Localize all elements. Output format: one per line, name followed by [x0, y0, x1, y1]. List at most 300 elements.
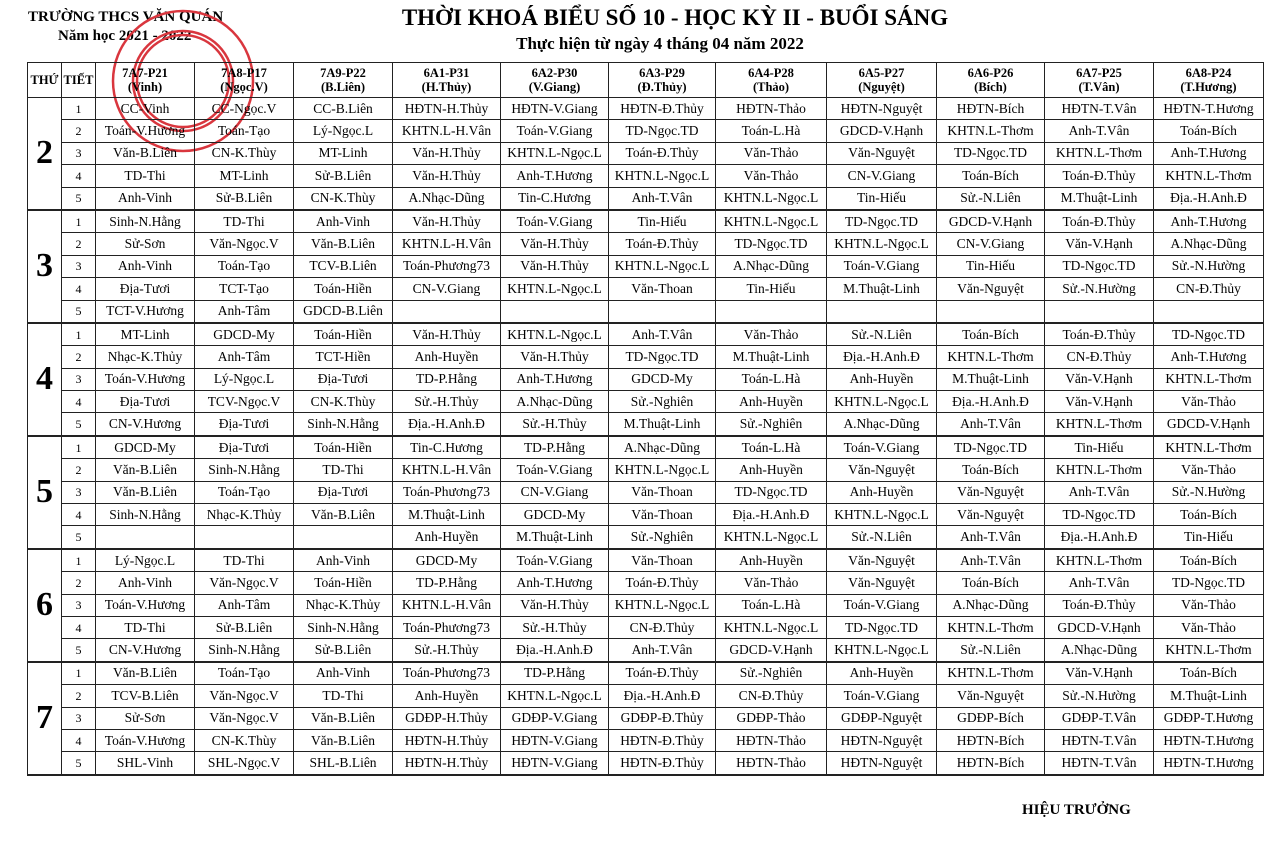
lesson-cell: Văn-Nguyệt: [937, 685, 1045, 707]
lesson-cell: Văn-Thảo: [716, 165, 827, 187]
lesson-cell: Văn-Ngọc.V: [195, 707, 294, 729]
table-row: [28, 752, 1264, 775]
lesson-cell: HĐTN-Thảo: [716, 98, 827, 120]
lesson-cell: A.Nhạc-Dũng: [937, 594, 1045, 616]
lesson-cell: KHTN.L-Ngọc.L: [609, 459, 716, 481]
lesson-cell: Sử.-H.Thủy: [501, 616, 609, 638]
lesson-cell: KHTN.L-Ngọc.L: [827, 639, 937, 662]
lesson-cell: Địa.-H.Anh.Đ: [609, 685, 716, 707]
lesson-cell: TD-Ngọc.TD: [609, 120, 716, 142]
class-column-header: [195, 63, 294, 98]
lesson-cell: KHTN.L-Thơm: [1045, 413, 1154, 436]
lesson-cell: SHL-Vinh: [96, 752, 195, 775]
table-row: [28, 142, 1264, 164]
lesson-cell: GDĐP-Thảo: [716, 707, 827, 729]
class-column-header: [716, 63, 827, 98]
lesson-cell: HĐTN-V.Giang: [501, 98, 609, 120]
lesson-cell: TCV-B.Liên: [294, 255, 393, 277]
lesson-cell: Toán-V.Giang: [827, 594, 937, 616]
lesson-cell: Văn-V.Hạnh: [1045, 662, 1154, 685]
lesson-cell: TD-Ngọc.TD: [716, 481, 827, 503]
table-row: [28, 594, 1264, 616]
lesson-cell: GDCD-My: [393, 549, 501, 572]
lesson-cell: Sử-B.Liên: [195, 187, 294, 210]
table-row: [28, 572, 1264, 594]
table-row: [28, 210, 1264, 233]
lesson-cell: Sử-B.Liên: [195, 616, 294, 638]
day-cell: 7: [28, 662, 62, 775]
lesson-cell: KHTN.L-Ngọc.L: [716, 210, 827, 233]
lesson-cell: HĐTN-Đ.Thủy: [609, 98, 716, 120]
period-cell: 3: [62, 481, 96, 503]
lesson-cell: M.Thuật-Linh: [716, 346, 827, 368]
lesson-cell: KHTN.L-Thơm: [937, 120, 1045, 142]
lesson-cell: Anh-Huyền: [827, 368, 937, 390]
lesson-cell: Tin-C.Hương: [393, 436, 501, 459]
lesson-cell: Toán-V.Hương: [96, 729, 195, 751]
lesson-cell: Anh-T.Vân: [937, 413, 1045, 436]
lesson-cell: TCV-B.Liên: [96, 685, 195, 707]
lesson-cell: KHTN.L-H.Vân: [393, 594, 501, 616]
lesson-cell: Văn-V.Hạnh: [1045, 368, 1154, 390]
lesson-cell: GDCD-My: [501, 504, 609, 526]
class-code: 6A6-P26: [967, 66, 1014, 80]
lesson-cell: TD-Ngọc.TD: [1045, 504, 1154, 526]
table-row: [28, 526, 1264, 549]
lesson-cell: GDĐP-Bích: [937, 707, 1045, 729]
lesson-cell: TD-P.Hằng: [393, 368, 501, 390]
lesson-cell: GDĐP-Đ.Thủy: [609, 707, 716, 729]
table-row: [28, 165, 1264, 187]
lesson-cell: TD-Thi: [294, 685, 393, 707]
class-teacher: (Ngọc.V): [220, 80, 268, 94]
day-cell: 2: [28, 98, 62, 210]
lesson-cell: KHTN.L-Thơm: [1154, 165, 1264, 187]
table-row: [28, 98, 1264, 120]
lesson-cell: KHTN.L-Ngọc.L: [501, 685, 609, 707]
lesson-cell: Nhạc-K.Thủy: [294, 594, 393, 616]
lesson-cell: Văn-H.Thủy: [393, 165, 501, 187]
lesson-cell: Sinh-N.Hằng: [294, 616, 393, 638]
lesson-cell: Văn-Ngọc.V: [195, 233, 294, 255]
lesson-cell: Tin-Hiếu: [609, 210, 716, 233]
lesson-cell: Nhạc-K.Thủy: [96, 346, 195, 368]
lesson-cell: Anh-Vinh: [294, 662, 393, 685]
lesson-cell: MT-Linh: [294, 142, 393, 164]
lesson-cell: Anh-T.Hương: [501, 368, 609, 390]
lesson-cell: KHTN.L-H.Vân: [393, 233, 501, 255]
period-cell: 1: [62, 436, 96, 459]
lesson-cell: GDCD-V.Hạnh: [1045, 616, 1154, 638]
lesson-cell: HĐTN-Nguyệt: [827, 752, 937, 775]
table-row: [28, 413, 1264, 436]
lesson-cell: KHTN.L-Ngọc.L: [827, 233, 937, 255]
lesson-cell: Toán-Đ.Thủy: [609, 662, 716, 685]
period-cell: 4: [62, 391, 96, 413]
period-cell: 3: [62, 594, 96, 616]
table-row: [28, 233, 1264, 255]
table-row: [28, 707, 1264, 729]
lesson-cell: Toán-V.Giang: [827, 255, 937, 277]
lesson-cell: Văn-H.Thủy: [393, 142, 501, 164]
lesson-cell: [827, 300, 937, 323]
lesson-cell: TD-Ngọc.TD: [937, 436, 1045, 459]
lesson-cell: Địa.-H.Anh.Đ: [501, 639, 609, 662]
lesson-cell: KHTN.L-Thơm: [1154, 436, 1264, 459]
period-cell: 3: [62, 707, 96, 729]
lesson-cell: TD-P.Hằng: [501, 662, 609, 685]
lesson-cell: HĐTN-T.Hương: [1154, 729, 1264, 751]
lesson-cell: SHL-Ngọc.V: [195, 752, 294, 775]
lesson-cell: Văn-Nguyệt: [937, 278, 1045, 300]
lesson-cell: CN-Đ.Thủy: [609, 616, 716, 638]
lesson-cell: Văn-Nguyệt: [827, 572, 937, 594]
lesson-cell: KHTN.L-Ngọc.L: [827, 504, 937, 526]
class-teacher: (Bích): [974, 80, 1007, 94]
lesson-cell: Văn-Thoan: [609, 278, 716, 300]
period-cell: 3: [62, 255, 96, 277]
lesson-cell: GDCD-V.Hạnh: [716, 639, 827, 662]
period-cell: 5: [62, 526, 96, 549]
lesson-cell: Tin-Hiếu: [716, 278, 827, 300]
lesson-cell: Văn-B.Liên: [96, 662, 195, 685]
lesson-cell: Lý-Ngọc.L: [96, 549, 195, 572]
lesson-cell: TD-Ngọc.TD: [1045, 255, 1154, 277]
lesson-cell: HĐTN-Thảo: [716, 729, 827, 751]
table-row: [28, 504, 1264, 526]
lesson-cell: Anh-Huyền: [827, 481, 937, 503]
class-column-header: [609, 63, 716, 98]
lesson-cell: Anh-Vinh: [96, 187, 195, 210]
lesson-cell: Văn-B.Liên: [294, 707, 393, 729]
lesson-cell: Văn-Ngọc.V: [195, 685, 294, 707]
lesson-cell: Anh-T.Hương: [1154, 346, 1264, 368]
class-column-header: [827, 63, 937, 98]
period-cell: 2: [62, 346, 96, 368]
lesson-cell: Văn-Thoan: [609, 549, 716, 572]
lesson-cell: [501, 300, 609, 323]
period-cell: 4: [62, 729, 96, 751]
class-teacher: (B.Liên): [320, 80, 366, 94]
lesson-cell: GDĐP-V.Giang: [501, 707, 609, 729]
lesson-cell: Sử.-H.Thủy: [393, 639, 501, 662]
lesson-cell: Anh-T.Vân: [937, 526, 1045, 549]
table-row: [28, 323, 1264, 346]
lesson-cell: TD-Thi: [96, 616, 195, 638]
lesson-cell: Anh-T.Vân: [609, 187, 716, 210]
lesson-cell: CN-V.Hương: [96, 639, 195, 662]
class-code: 6A2-P30: [531, 66, 578, 80]
lesson-cell: Toán-Bích: [1154, 504, 1264, 526]
lesson-cell: Sử.-N.Liên: [827, 526, 937, 549]
lesson-cell: KHTN.L-H.Vân: [393, 459, 501, 481]
lesson-cell: TD-Thi: [195, 210, 294, 233]
lesson-cell: KHTN.L-Ngọc.L: [609, 255, 716, 277]
table-row: [28, 639, 1264, 662]
class-teacher: (V.Giang): [528, 80, 581, 94]
lesson-cell: KHTN.L-Ngọc.L: [501, 278, 609, 300]
lesson-cell: Anh-Vinh: [294, 549, 393, 572]
period-cell: 5: [62, 413, 96, 436]
table-row: [28, 255, 1264, 277]
class-teacher: (T.Vân): [1078, 80, 1120, 94]
lesson-cell: A.Nhạc-Dũng: [716, 255, 827, 277]
lesson-cell: CN-V.Giang: [501, 481, 609, 503]
timetable: [27, 62, 1264, 776]
lesson-cell: Sinh-N.Hằng: [96, 504, 195, 526]
lesson-cell: Anh-T.Hương: [501, 165, 609, 187]
day-cell: 6: [28, 549, 62, 662]
lesson-cell: TCT-Hiền: [294, 346, 393, 368]
lesson-cell: Văn-Thoan: [609, 481, 716, 503]
lesson-cell: Toán-Đ.Thủy: [609, 142, 716, 164]
lesson-cell: Văn-Thảo: [1154, 459, 1264, 481]
lesson-cell: Văn-Thảo: [1154, 594, 1264, 616]
lesson-cell: Văn-Thảo: [716, 572, 827, 594]
lesson-cell: Anh-Tâm: [195, 594, 294, 616]
lesson-cell: TD-Ngọc.TD: [1154, 572, 1264, 594]
school-name: TRƯỜNG THCS VĂN QUÁN: [28, 9, 224, 25]
period-cell: 2: [62, 685, 96, 707]
lesson-cell: [1154, 300, 1264, 323]
lesson-cell: Sinh-N.Hằng: [195, 459, 294, 481]
lesson-cell: Địa-Tươi: [96, 391, 195, 413]
lesson-cell: [937, 300, 1045, 323]
lesson-cell: Sử.-N.Liên: [827, 323, 937, 346]
lesson-cell: HĐTN-H.Thủy: [393, 98, 501, 120]
period-cell: 1: [62, 210, 96, 233]
lesson-cell: M.Thuật-Linh: [1154, 685, 1264, 707]
lesson-cell: Địa-Tươi: [294, 368, 393, 390]
lesson-cell: KHTN.L-Thơm: [1045, 549, 1154, 572]
lesson-cell: TD-P.Hằng: [501, 436, 609, 459]
lesson-cell: Toán-V.Giang: [827, 685, 937, 707]
lesson-cell: Toán-Bích: [1154, 662, 1264, 685]
lesson-cell: Tin-Hiếu: [1045, 436, 1154, 459]
table-row: [28, 391, 1264, 413]
lesson-cell: Sử.-Nghiên: [716, 662, 827, 685]
lesson-cell: Tin-Hiếu: [827, 187, 937, 210]
lesson-cell: Anh-Huyền: [827, 662, 937, 685]
period-cell: 2: [62, 459, 96, 481]
lesson-cell: Địa-Tươi: [195, 413, 294, 436]
lesson-cell: Anh-Vinh: [96, 572, 195, 594]
class-teacher: (Đ.Thủy): [637, 80, 687, 94]
lesson-cell: KHTN.L-Thơm: [937, 662, 1045, 685]
lesson-cell: Địa.-H.Anh.Đ: [716, 504, 827, 526]
table-header-row: [28, 63, 1264, 98]
lesson-cell: CN-K.Thùy: [195, 729, 294, 751]
lesson-cell: GDCD-V.Hạnh: [1154, 413, 1264, 436]
lesson-cell: GDCD-My: [195, 323, 294, 346]
lesson-cell: Địa.-H.Anh.Đ: [1154, 187, 1264, 210]
class-column-header: [294, 63, 393, 98]
lesson-cell: M.Thuật-Linh: [1045, 187, 1154, 210]
table-row: [28, 459, 1264, 481]
school-year: Năm học 2021 - 2022: [58, 28, 192, 44]
lesson-cell: Văn-B.Liên: [96, 142, 195, 164]
lesson-cell: KHTN.L-Ngọc.L: [716, 616, 827, 638]
lesson-cell: Anh-T.Vân: [609, 323, 716, 346]
class-code: 7A7-P21: [122, 66, 168, 80]
period-cell: 2: [62, 120, 96, 142]
lesson-cell: GDĐP-T.Vân: [1045, 707, 1154, 729]
lesson-cell: Toán-Bích: [1154, 120, 1264, 142]
lesson-cell: Anh-T.Vân: [937, 549, 1045, 572]
lesson-cell: KHTN.L-Thơm: [1154, 639, 1264, 662]
lesson-cell: TD-Thi: [294, 459, 393, 481]
lesson-cell: HĐTN-V.Giang: [501, 752, 609, 775]
lesson-cell: Toán-Bích: [1154, 549, 1264, 572]
table-row: [28, 662, 1264, 685]
lesson-cell: Anh-T.Vân: [1045, 481, 1154, 503]
lesson-cell: Toán-V.Hương: [96, 368, 195, 390]
lesson-cell: KHTN.L-Ngọc.L: [609, 594, 716, 616]
class-teacher: (Vinh): [127, 80, 163, 94]
class-column-header: [1045, 63, 1154, 98]
lesson-cell: Văn-Nguyệt: [827, 142, 937, 164]
table-row: [28, 685, 1264, 707]
lesson-cell: Văn-Nguyệt: [937, 481, 1045, 503]
lesson-cell: Toán-L.Hà: [716, 436, 827, 459]
table-row: [28, 346, 1264, 368]
lesson-cell: Nhạc-K.Thủy: [195, 504, 294, 526]
lesson-cell: Toán-Đ.Thủy: [609, 233, 716, 255]
lesson-cell: Tin-Hiếu: [1154, 526, 1264, 549]
lesson-cell: M.Thuật-Linh: [827, 278, 937, 300]
lesson-cell: Sử.-N.Liên: [937, 639, 1045, 662]
lesson-cell: Anh-T.Vân: [1045, 120, 1154, 142]
lesson-cell: CN-K.Thùy: [294, 391, 393, 413]
lesson-cell: HĐTN-Nguyệt: [827, 98, 937, 120]
lesson-cell: KHTN.L-Ngọc.L: [716, 187, 827, 210]
lesson-cell: M.Thuật-Linh: [609, 413, 716, 436]
table-row: [28, 729, 1264, 751]
lesson-cell: HĐTN-T.Vân: [1045, 98, 1154, 120]
period-cell: 4: [62, 278, 96, 300]
lesson-cell: CN-Đ.Thủy: [1045, 346, 1154, 368]
lesson-cell: Sử.-Nghiên: [609, 526, 716, 549]
lesson-cell: Địa.-H.Anh.Đ: [393, 413, 501, 436]
table-row: [28, 278, 1264, 300]
lesson-cell: Văn-Ngọc.V: [195, 572, 294, 594]
lesson-cell: GDCD-V.Hạnh: [937, 210, 1045, 233]
day-cell: 3: [28, 210, 62, 323]
lesson-cell: HĐTN-H.Thủy: [393, 752, 501, 775]
lesson-cell: A.Nhạc-Dũng: [827, 413, 937, 436]
class-teacher: (Nguyệt): [858, 80, 905, 94]
lesson-cell: TD-Ngọc.TD: [827, 210, 937, 233]
lesson-cell: KHTN.L-Thơm: [1154, 368, 1264, 390]
lesson-cell: [716, 300, 827, 323]
lesson-cell: Anh-Vinh: [96, 255, 195, 277]
lesson-cell: Toán-Hiền: [294, 436, 393, 459]
lesson-cell: Văn-B.Liên: [294, 729, 393, 751]
lesson-cell: Anh-Huyền: [393, 526, 501, 549]
class-code: 6A5-P27: [858, 66, 905, 80]
lesson-cell: Sử.-Nghiên: [609, 391, 716, 413]
class-column-header: [96, 63, 195, 98]
lesson-cell: GDCD-My: [609, 368, 716, 390]
lesson-cell: Địa.-H.Anh.Đ: [937, 391, 1045, 413]
lesson-cell: Sử.-H.Thủy: [501, 413, 609, 436]
lesson-cell: CN-Đ.Thủy: [716, 685, 827, 707]
lesson-cell: HĐTN-Đ.Thủy: [609, 752, 716, 775]
lesson-cell: Văn-Thảo: [716, 323, 827, 346]
lesson-cell: GDĐP-H.Thủy: [393, 707, 501, 729]
lesson-cell: GDCD-V.Hạnh: [827, 120, 937, 142]
lesson-cell: Anh-Huyền: [716, 549, 827, 572]
day-cell: 5: [28, 436, 62, 549]
lesson-cell: Toán-Bích: [937, 572, 1045, 594]
lesson-cell: Văn-B.Liên: [96, 481, 195, 503]
lesson-cell: Sử.-N.Hường: [1154, 255, 1264, 277]
lesson-cell: Văn-H.Thủy: [501, 233, 609, 255]
lesson-cell: Sử.-N.Hường: [1154, 481, 1264, 503]
lesson-cell: Văn-B.Liên: [294, 504, 393, 526]
table-row: [28, 300, 1264, 323]
lesson-cell: Toán-Tạo: [195, 120, 294, 142]
lesson-cell: Sử-Sơn: [96, 233, 195, 255]
lesson-cell: Sử.-N.Hường: [1045, 685, 1154, 707]
lesson-cell: Sinh-N.Hằng: [96, 210, 195, 233]
lesson-cell: [195, 526, 294, 549]
lesson-cell: KHTN.L-Thơm: [937, 616, 1045, 638]
lesson-cell: A.Nhạc-Dũng: [1045, 639, 1154, 662]
lesson-cell: CN-V.Hương: [96, 413, 195, 436]
lesson-cell: CN-Đ.Thủy: [1154, 278, 1264, 300]
lesson-cell: Toán-Hiền: [294, 572, 393, 594]
period-cell: 1: [62, 662, 96, 685]
lesson-cell: Toán-V.Giang: [501, 210, 609, 233]
lesson-cell: Toán-L.Hà: [716, 594, 827, 616]
class-teacher: (T.Hương): [1180, 80, 1237, 94]
lesson-cell: CN-V.Giang: [827, 165, 937, 187]
lesson-cell: Lý-Ngọc.L: [195, 368, 294, 390]
table-row: [28, 549, 1264, 572]
class-column-header: [937, 63, 1045, 98]
lesson-cell: KHTN.L-Ngọc.L: [609, 165, 716, 187]
lesson-cell: Toán-Hiền: [294, 323, 393, 346]
lesson-cell: HĐTN-Nguyệt: [827, 729, 937, 751]
lesson-cell: KHTN.L-Ngọc.L: [501, 142, 609, 164]
class-code: 7A8-P17: [221, 66, 267, 80]
page-subtitle: Thực hiện từ ngày 4 tháng 04 năm 2022: [516, 34, 804, 53]
lesson-cell: TCT-V.Hương: [96, 300, 195, 323]
lesson-cell: TD-Ngọc.TD: [1154, 323, 1264, 346]
period-column-header: TIẾT: [62, 63, 96, 98]
lesson-cell: A.Nhạc-Dũng: [501, 391, 609, 413]
lesson-cell: Toán-Tạo: [195, 662, 294, 685]
lesson-cell: Toán-Hiền: [294, 278, 393, 300]
lesson-cell: Toán-Tạo: [195, 255, 294, 277]
lesson-cell: Văn-H.Thủy: [393, 323, 501, 346]
lesson-cell: Tin-Hiếu: [937, 255, 1045, 277]
lesson-cell: CC-B.Liên: [294, 98, 393, 120]
lesson-cell: Văn-Thảo: [1154, 391, 1264, 413]
lesson-cell: Văn-V.Hạnh: [1045, 391, 1154, 413]
lesson-cell: [609, 300, 716, 323]
timetable-body: [28, 98, 1264, 775]
lesson-cell: Anh-Tâm: [195, 300, 294, 323]
lesson-cell: TD-Thi: [195, 549, 294, 572]
lesson-cell: Toán-V.Giang: [501, 549, 609, 572]
class-column-header: [501, 63, 609, 98]
lesson-cell: Văn-Nguyệt: [827, 459, 937, 481]
lesson-cell: Toán-V.Hương: [96, 594, 195, 616]
lesson-cell: A.Nhạc-Dũng: [1154, 233, 1264, 255]
lesson-cell: Văn-Thoan: [609, 504, 716, 526]
